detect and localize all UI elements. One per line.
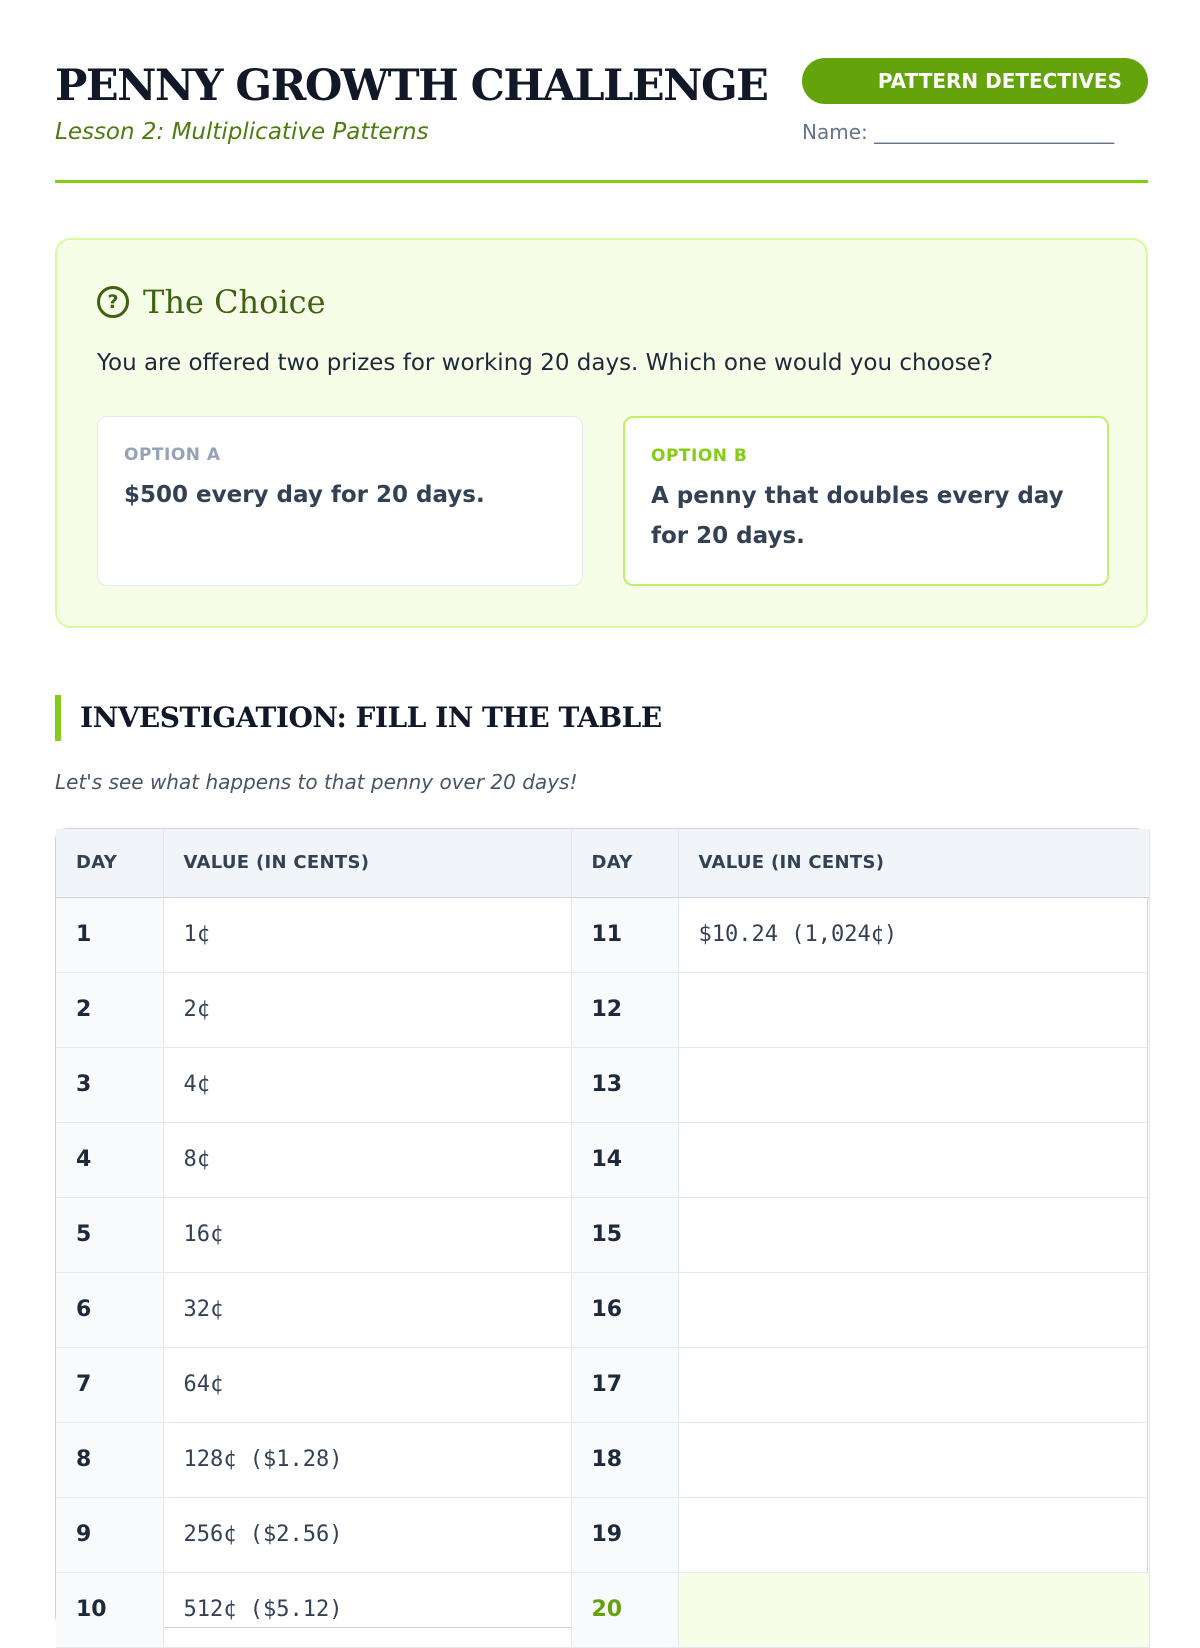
day-cell: 8	[56, 1422, 163, 1497]
table-row	[56, 1497, 1149, 1572]
value-input-cell[interactable]	[678, 1047, 1149, 1122]
day-cell: 19	[571, 1497, 678, 1572]
header-day-right: DAY	[571, 829, 678, 897]
table-row	[56, 1422, 1149, 1497]
day-cell: 12	[571, 972, 678, 1047]
value-input-cell[interactable]	[678, 1272, 1149, 1347]
day-cell: 10	[56, 1572, 163, 1647]
choice-prompt: You are offered two prizes for working 20 days. Which one would you choose?	[97, 350, 994, 376]
value-cell: 32¢	[163, 1272, 571, 1347]
pattern-detectives-badge: PATTERN DETECTIVES	[802, 58, 1148, 104]
value-cell: 256¢ ($2.56)	[163, 1497, 571, 1572]
table-row	[56, 1272, 1149, 1347]
worksheet-header	[55, 56, 1148, 186]
lesson-subtitle: Lesson 2: Multiplicative Patterns	[55, 119, 429, 145]
day-cell: 15	[571, 1197, 678, 1272]
table-header-row	[56, 829, 1149, 897]
value-cell: 128¢ ($1.28)	[163, 1422, 571, 1497]
value-cell: 512¢ ($5.12)	[163, 1572, 571, 1647]
day-cell: 3	[56, 1047, 163, 1122]
table-row	[56, 972, 1149, 1047]
table-row	[56, 897, 1149, 972]
section-accent-bar	[55, 695, 61, 741]
name-field[interactable]: Name: ________________________	[802, 120, 1115, 144]
header-divider	[55, 180, 1148, 183]
header-value-right: VALUE (IN CENTS)	[678, 829, 1149, 897]
day-cell: 17	[571, 1347, 678, 1422]
day-cell: 18	[571, 1422, 678, 1497]
day-cell: 1	[56, 897, 163, 972]
value-cell: 1¢	[163, 897, 571, 972]
value-cell: 16¢	[163, 1197, 571, 1272]
penny-table	[55, 828, 1148, 1628]
day-cell: 5	[56, 1197, 163, 1272]
value-input-cell[interactable]	[678, 1422, 1149, 1497]
option-b-text: A penny that doubles every day for 20 days.	[651, 483, 1064, 549]
day-cell: 13	[571, 1047, 678, 1122]
option-a-label: OPTION A	[124, 445, 221, 465]
value-input-cell[interactable]	[678, 972, 1149, 1047]
day-cell: 7	[56, 1347, 163, 1422]
day-cell-highlight: 20	[571, 1572, 678, 1647]
value-cell: 4¢	[163, 1047, 571, 1122]
choice-panel	[55, 238, 1148, 628]
page-title: PENNY GROWTH CHALLENGE	[55, 61, 768, 111]
investigation-title: INVESTIGATION: FILL IN THE TABLE	[80, 701, 662, 734]
value-input-cell[interactable]	[678, 1347, 1149, 1422]
day-cell: 9	[56, 1497, 163, 1572]
value-input-cell[interactable]	[678, 1497, 1149, 1572]
day-cell: 14	[571, 1122, 678, 1197]
table-row	[56, 1572, 1149, 1647]
option-b-label: OPTION B	[651, 446, 748, 466]
value-cell: 2¢	[163, 972, 571, 1047]
value-input-cell[interactable]	[678, 1197, 1149, 1272]
table-row	[56, 1197, 1149, 1272]
option-b-card[interactable]	[623, 416, 1109, 586]
header-day-left: DAY	[56, 829, 163, 897]
value-cell: 64¢	[163, 1347, 571, 1422]
value-input-cell-highlight[interactable]	[678, 1572, 1149, 1647]
question-circle-icon: ?	[97, 286, 129, 318]
choice-heading	[97, 282, 326, 322]
day-cell: 16	[571, 1272, 678, 1347]
day-cell: 4	[56, 1122, 163, 1197]
table-row	[56, 1347, 1149, 1422]
value-cell[interactable]: $10.24 (1,024¢)	[678, 897, 1149, 972]
table-row	[56, 1047, 1149, 1122]
day-cell: 11	[571, 897, 678, 972]
day-cell: 6	[56, 1272, 163, 1347]
table-row	[56, 1122, 1149, 1197]
day-cell: 2	[56, 972, 163, 1047]
value-cell: 8¢	[163, 1122, 571, 1197]
option-a-card[interactable]	[97, 416, 583, 586]
header-value-left: VALUE (IN CENTS)	[163, 829, 571, 897]
investigation-subtitle: Let's see what happens to that penny over 20 days!	[55, 770, 578, 794]
option-a-text: $500 every day for 20 days.	[124, 482, 485, 508]
value-input-cell[interactable]	[678, 1122, 1149, 1197]
choice-title: The Choice	[143, 283, 326, 321]
